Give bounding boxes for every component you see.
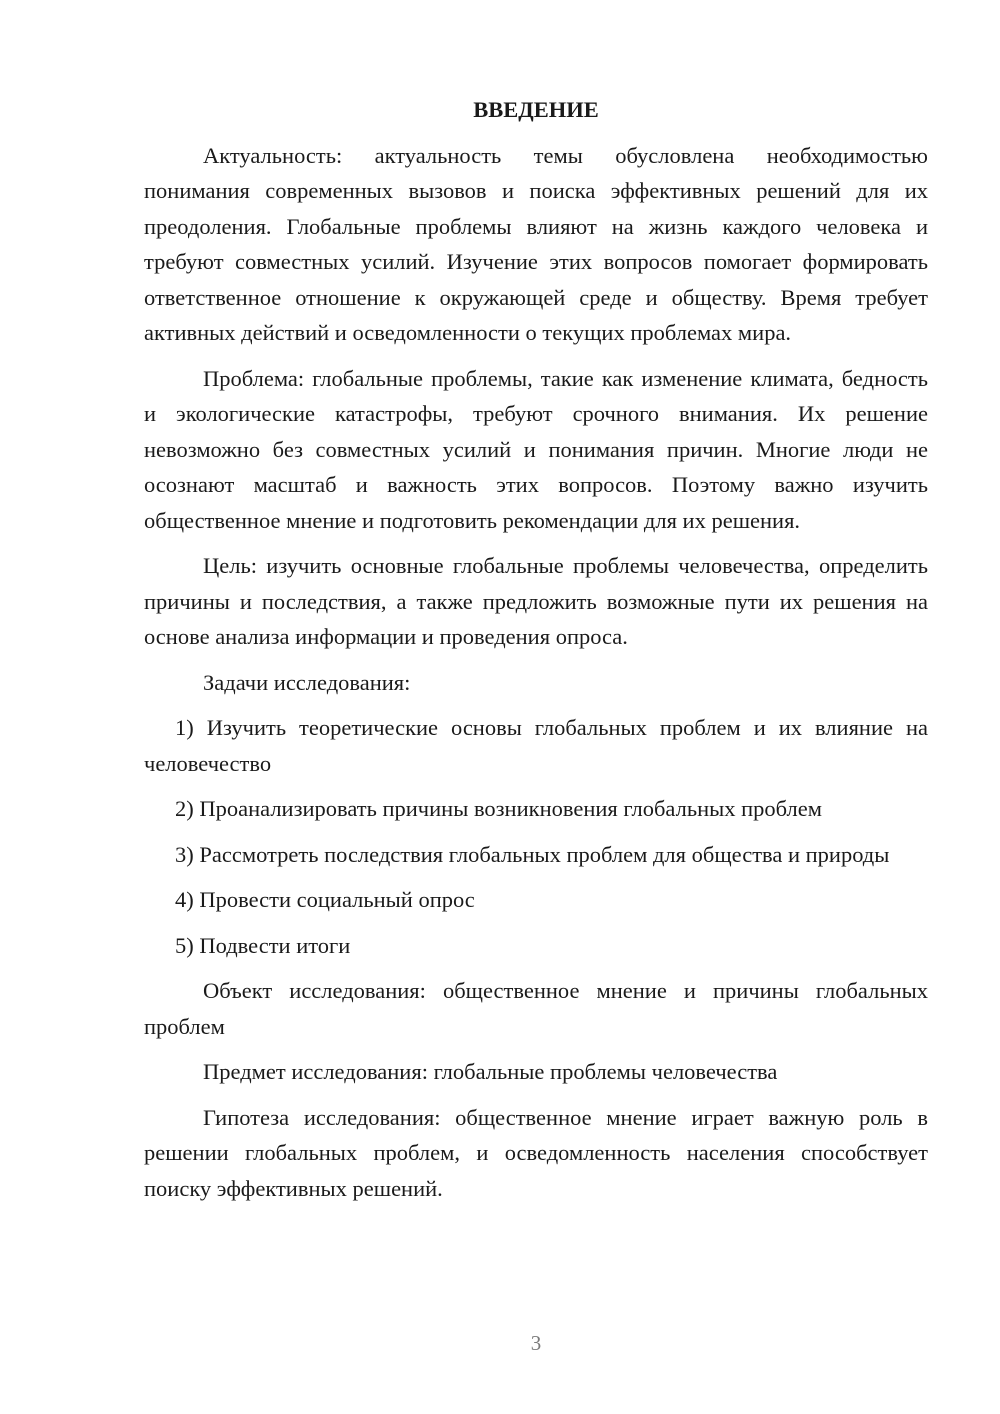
page-title: ВВЕДЕНИЕ <box>473 97 599 122</box>
task-item: 1) Изучить теоретические основы глобальных проблем и их влияние на человечество <box>144 715 928 776</box>
goal-paragraph: Цель: изучить основные глобальные проблемы человечества, определить причины и последствия, а также предложить возможные пути их решения на основе анализа информации и проведения опроса. <box>144 553 928 649</box>
subject-paragraph: Предмет исследования: глобальные проблемы человечества <box>203 1059 778 1084</box>
task-item: 2) Проанализировать причины возникновения глобальных проблем <box>175 796 822 821</box>
relevance-paragraph: Актуальность: актуальность темы обусловлена необходимостью понимания современных вызовов и поиска эффективных решений для их преодоления. Глобальные проблемы влияют на жизнь каждого человека и требуют совместных усилий. Изучение этих вопросов помогает формировать ответственное отношение к окружающей среде и обществу. Время требует активных действий и осведомленности о текущих проблемах мира. <box>144 142 928 345</box>
hypothesis-paragraph: Гипотеза исследования: общественное мнение играет важную роль в решении глобальных проблем, и осведомленность населения способствует поиску эффективных решений. <box>144 1104 928 1201</box>
task-item: 3) Рассмотреть последствия глобальных проблем для общества и природы <box>175 841 890 867</box>
tasks-heading: Задачи исследования: <box>203 669 411 695</box>
task-item: 5) Подвести итоги <box>175 932 351 958</box>
problem-paragraph: Проблема: глобальные проблемы, такие как изменение климата, бедность и экологические катастрофы, требуют срочного внимания. Их решение невозможно без совместных усилий и понимания причин. Многие люди не осознают масштаб и важность этих вопросов. Поэтому важно изучить общественное мнение и подготовить рекомендации для их решения. <box>144 365 928 533</box>
object-paragraph: Объект исследования: общественное мнение и причины глобальных проблем <box>144 978 928 1039</box>
page-number: 3 <box>530 1331 542 1355</box>
document-page <box>144 92 928 1216</box>
task-item: 4) Провести социальный опрос <box>175 887 475 912</box>
